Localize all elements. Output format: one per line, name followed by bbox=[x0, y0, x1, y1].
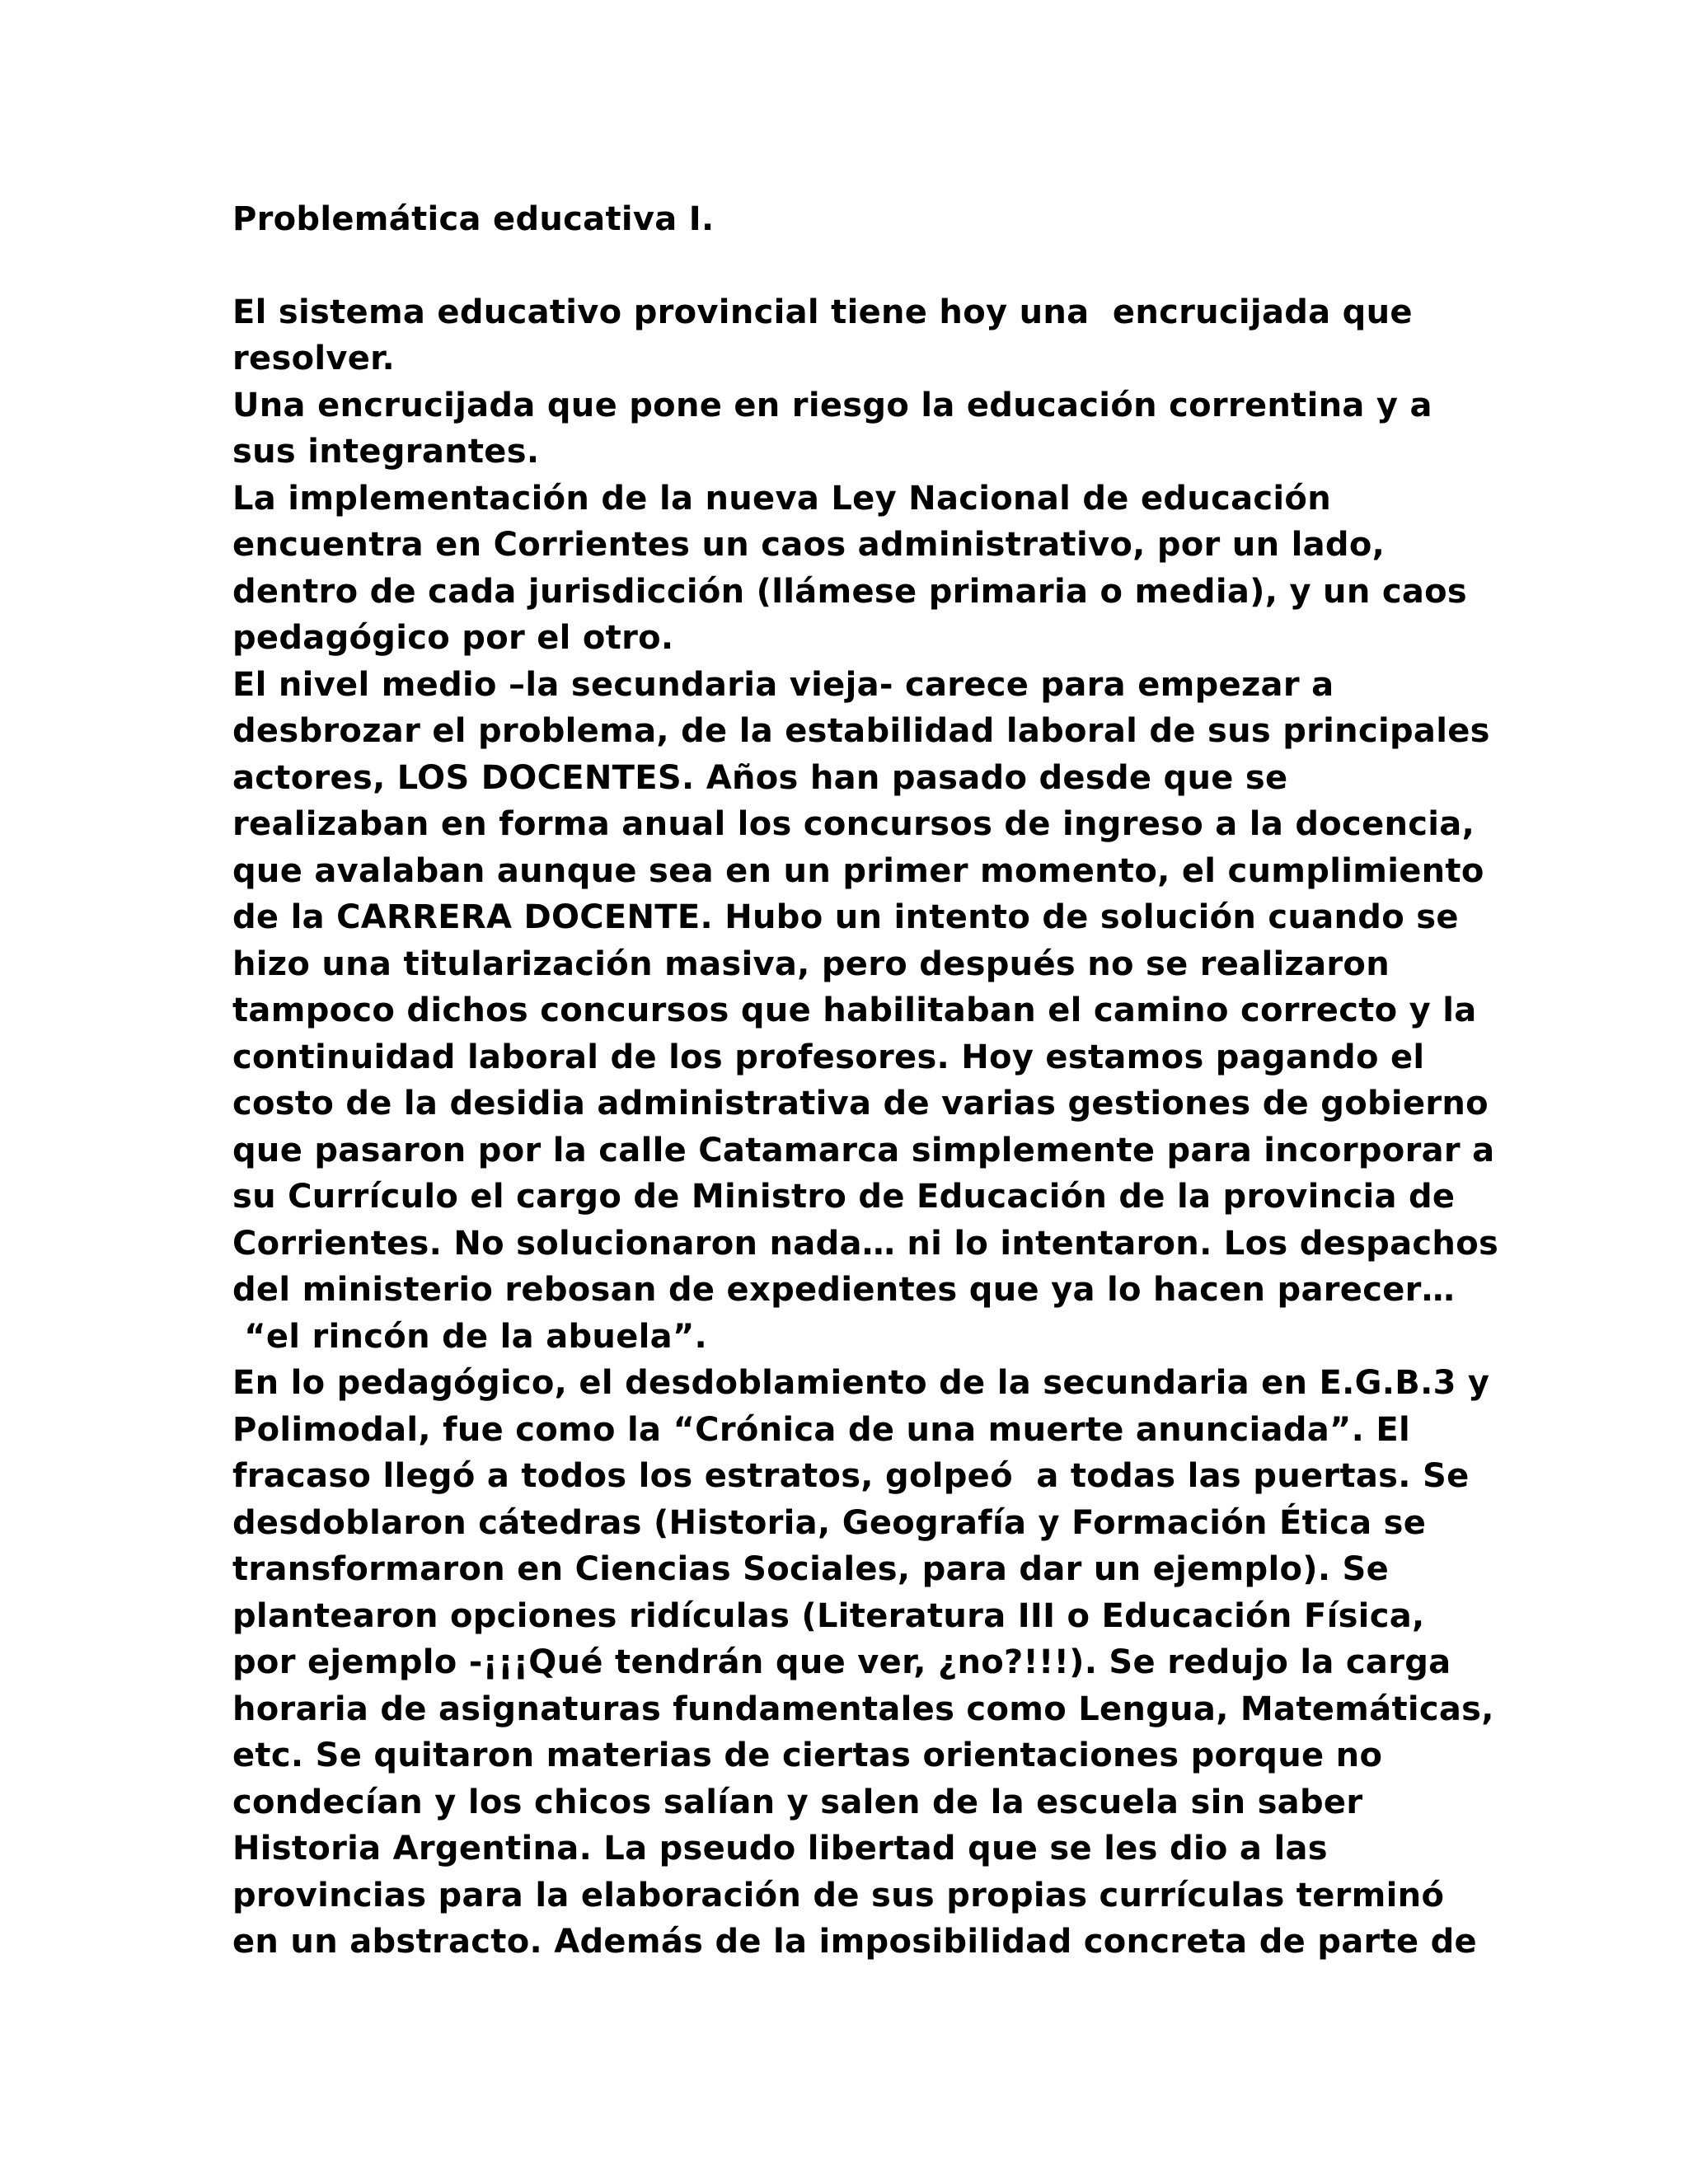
text-line: sus integrantes. bbox=[232, 433, 540, 471]
text-line: continuidad laboral de los profesores. Hoy estamos pagando el bbox=[232, 1038, 1425, 1076]
text-line: dentro de cada jurisdicción (llámese primaria o media), y un caos bbox=[232, 572, 1468, 611]
text-line: condecían y los chicos salían y salen de la escuela sin saber bbox=[232, 1783, 1363, 1821]
text-line: desbrozar el problema, de la estabilidad laboral de sus principales bbox=[232, 712, 1490, 750]
text-line: realizaban en forma anual los concursos de ingreso a la docencia, bbox=[232, 805, 1475, 843]
text-line: encuentra en Corrientes un caos administrativo, por un lado, bbox=[232, 526, 1386, 564]
text-line: provincias para la elaboración de sus propias currículas terminó bbox=[232, 1876, 1445, 1915]
text-line: En lo pedagógico, el desdoblamiento de la secundaria en E.G.B.3 y bbox=[232, 1364, 1490, 1402]
document-title: Problemática educativa I. bbox=[232, 200, 715, 238]
text-line: que avalaban aunque sea en un primer momento, el cumplimiento bbox=[232, 851, 1484, 890]
text-line: plantearon opciones ridículas (Literatura III o Educación Física, bbox=[232, 1596, 1425, 1635]
text-line: El nivel medio –la secundaria vieja- carece para empezar a bbox=[232, 665, 1334, 704]
text-line: hizo una titularización masiva, pero después no se realizaron bbox=[232, 944, 1390, 983]
text-line: fracaso llegó a todos los estratos, golpeó a todas las puertas. Se bbox=[232, 1457, 1470, 1495]
text-line: Corrientes. No solucionaron nada… ni lo intentaron. Los despachos bbox=[232, 1224, 1499, 1263]
text-line: en un abstracto. Además de la imposibilidad concreta de parte de bbox=[232, 1923, 1477, 1961]
text-line: Polimodal, fue como la “Crónica de una muerte anunciada”. El bbox=[232, 1410, 1410, 1449]
document-body bbox=[232, 196, 1688, 1966]
text-line: por ejemplo -¡¡¡Qué tendrán que ver, ¿no?!!!). Se redujo la carga bbox=[232, 1643, 1451, 1681]
text-line: El sistema educativo provincial tiene hoy una encrucijada que bbox=[232, 293, 1413, 331]
text-line: costo de la desidia administrativa de varias gestiones de gobierno bbox=[232, 1085, 1489, 1122]
text-line: La implementación de la nueva Ley Nacional de educación bbox=[232, 479, 1331, 518]
text-line: “el rincón de la abuela”. bbox=[232, 1317, 708, 1356]
text-line: actores, LOS DOCENTES. Años han pasado desde que se bbox=[232, 758, 1288, 797]
text-line: del ministerio rebosan de expedientes que ya lo hacen parecer… bbox=[232, 1271, 1455, 1309]
text-line: pedagógico por el otro. bbox=[232, 619, 674, 657]
text-line: de la CARRERA DOCENTE. Hubo un intento de solución cuando se bbox=[232, 898, 1459, 936]
paragraph-lines bbox=[232, 289, 1688, 1966]
text-line: resolver. bbox=[232, 340, 395, 377]
text-line: su Currículo el cargo de Ministro de Educación de la provincia de bbox=[232, 1178, 1456, 1216]
text-line: etc. Se quitaron materias de ciertas orientaciones porque no bbox=[232, 1736, 1383, 1774]
text-line: Historia Argentina. La pseudo libertad que se les dio a las bbox=[232, 1830, 1328, 1868]
text-line: tampoco dichos concursos que habilitaban el camino correcto y la bbox=[232, 991, 1477, 1029]
text-line: desdoblaron cátedras (Historia, Geografía y Formación Ética se bbox=[232, 1503, 1427, 1542]
text-line: horaria de asignaturas fundamentales como Lengua, Matemáticas, bbox=[232, 1690, 1494, 1728]
text-line: que pasaron por la calle Catamarca simplemente para incorporar a bbox=[232, 1131, 1495, 1169]
text-line: transformaron en Ciencias Sociales, para dar un ejemplo). Se bbox=[232, 1550, 1390, 1588]
text-line: Una encrucijada que pone en riesgo la educación correntina y a bbox=[232, 386, 1432, 424]
